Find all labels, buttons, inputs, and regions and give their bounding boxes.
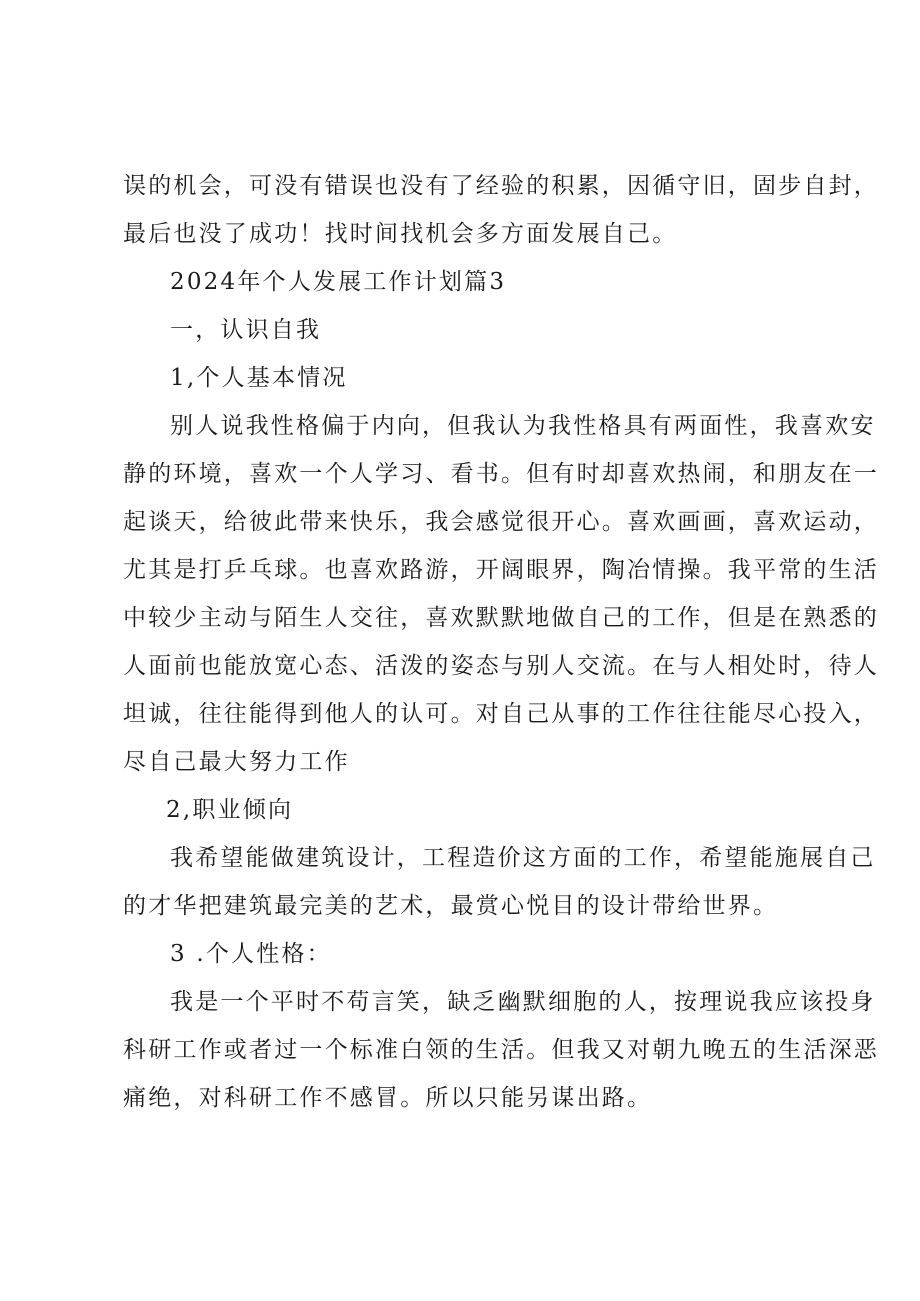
paragraph-line: 最后也没了成功！找时间找机会多方面发展自己。 xyxy=(123,221,678,247)
paragraph-line: 静的环境，喜欢一个人学习、看书。但有时却喜欢热闹，和朋友在一 xyxy=(123,461,879,487)
paragraph-line: 尽自己最大努力工作 xyxy=(123,749,350,775)
paragraph-line: 尤其是打乒乓球。也喜欢路游，开阔眼界，陶冶情操。我平常的生活 xyxy=(123,557,879,583)
paragraph-line: 别人说我性格偏于内向，但我认为我性格具有两面性，我喜欢安 xyxy=(170,413,876,439)
heading-level-2: 1,个人基本情况 xyxy=(170,365,348,391)
paragraph-line: 我是一个平时不苟言笑，缺乏幽默细胞的人，按理说我应该投身 xyxy=(170,989,876,1015)
paragraph-line: 的才华把建筑最完美的艺术，最赏心悦目的设计带给世界。 xyxy=(123,893,779,919)
heading-level-2: 2,职业倾向 xyxy=(166,797,294,823)
paragraph-line: 起谈天，给彼此带来快乐，我会感觉很开心。喜欢画画，喜欢运动， xyxy=(123,509,879,535)
paragraph-line: 中较少主动与陌生人交往，喜欢默默地做自己的工作，但是在熟悉的 xyxy=(123,605,879,631)
heading-level-2: 3 .个人性格： xyxy=(170,941,332,967)
paragraph-line: 科研工作或者过一个标准白领的生活。但我又对朝九晚五的生活深恶 xyxy=(123,1037,879,1063)
paragraph-line: 误的机会，可没有错误也没有了经验的积累，因循守旧，固步自封， xyxy=(123,173,879,199)
paragraph-line: 痛绝，对科研工作不感冒。所以只能另谋出路。 xyxy=(123,1085,653,1111)
section-title: 2024年个人发展工作计划篇3 xyxy=(170,269,507,295)
paragraph-line: 人面前也能放宽心态、活泼的姿态与别人交流。在与人相处时，待人 xyxy=(123,653,879,679)
paragraph-line: 我希望能做建筑设计，工程造价这方面的工作，希望能施展自己 xyxy=(170,845,876,871)
paragraph-line: 坦诚，往往能得到他人的认可。对自己从事的工作往往能尽心投入， xyxy=(123,701,879,727)
heading-level-1: 一，认识自我 xyxy=(170,317,322,343)
